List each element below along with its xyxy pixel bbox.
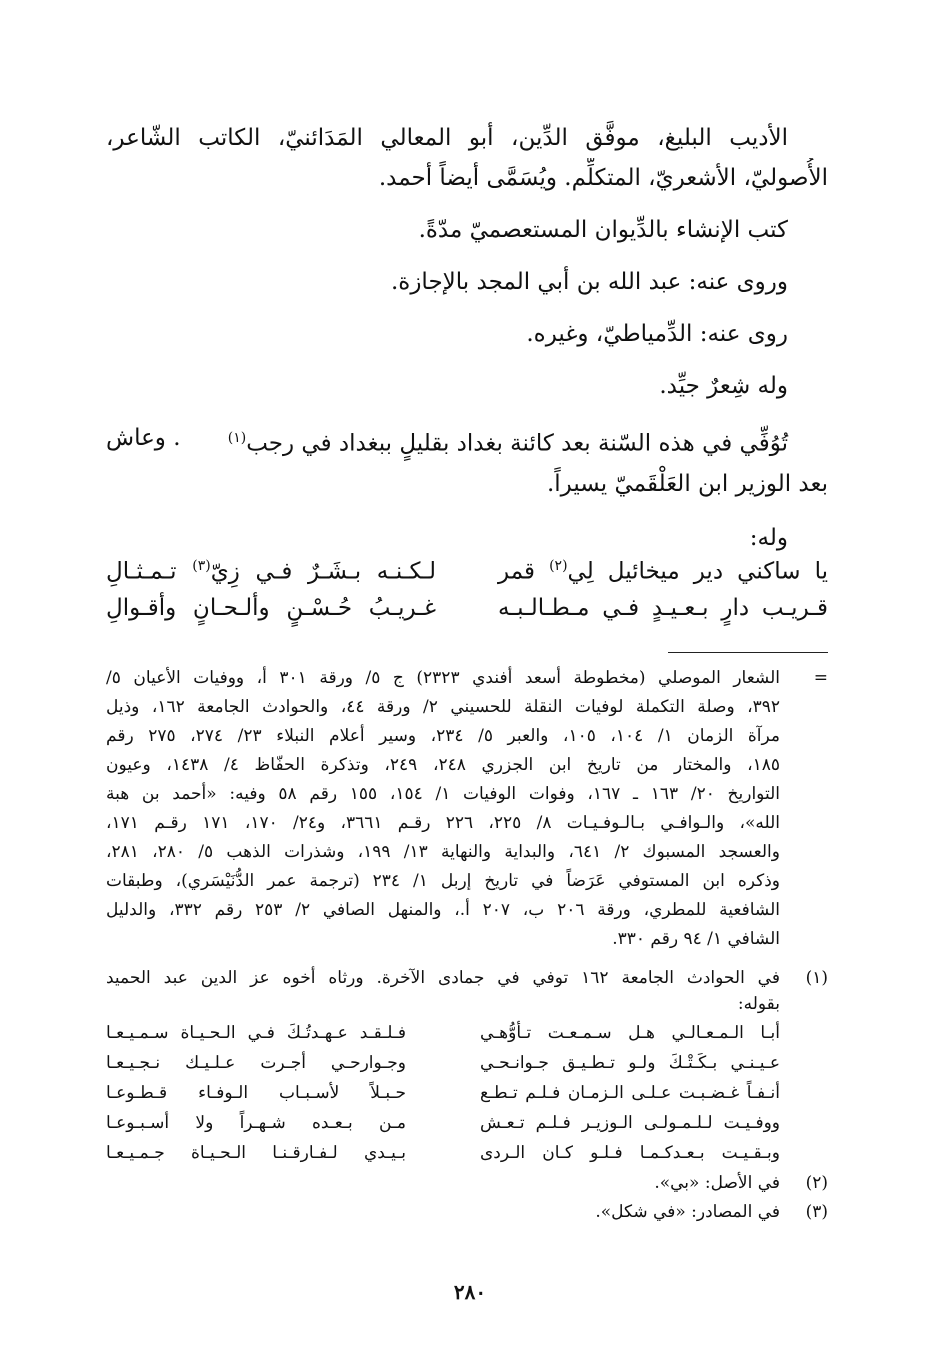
footnote-1-lines <box>106 964 780 1015</box>
footnote-ref-1: (١) <box>227 430 247 446</box>
fn-cont-line-9: الشافعية للمطري، ورقة ٢٠٦ ب، ٢٠٧ أ.، والمنهل الصافي ٢/ ٢٥٣ رقم ٣٣٢، والدليل <box>106 900 780 920</box>
text-line-3: كتب الإنشاء بالدِّيوان المستعصميّ مدّةً. <box>418 217 788 243</box>
footnote-2-text: في الأصل: «بي». <box>654 1173 780 1193</box>
footnote-separator <box>668 652 828 653</box>
footnote-3 <box>106 1198 828 1227</box>
text-line-8: بعد الوزير ابن العَلْقَميّ يسيراً. <box>546 470 828 497</box>
fn-cont-line-10: الشافي ١/ ٩٤ رقم ٣٣٠. <box>612 929 780 949</box>
fn-verse-4-second: مـن بـعـده شـهـراً ولا أسـبـوعـا <box>106 1113 406 1133</box>
fn-verse-5 <box>106 1139 828 1169</box>
fn-cont-line-2: ٣٩٢، وصلة التكملة لوفيات النقلة للحسيني ٢/ ورقة ٤٤، والحوادث الجامعة ١٦٢، وذيل <box>106 697 780 717</box>
fn1-line-1: في الحوادث الجامعة ١٦٢ توفي في جمادى الآخرة. ورثاه أخوه عز الدين عبد الحميد <box>106 968 780 988</box>
footnote-continuation <box>106 664 828 954</box>
footnote-2-mark: (٢) <box>805 1173 828 1193</box>
fn1-line-2: بقوله: <box>737 994 780 1014</box>
text-line-6: وله شِعرٌ جيِّد. <box>659 373 788 399</box>
footnote-1 <box>106 964 828 1015</box>
footnote-1-poem <box>106 1019 828 1169</box>
fn-cont-line-6: الله»، والـوافـي بـالـوفـيـات ٨/ ٢٢٥، ٢٢٦ رقـم ٣٦٦١، و٢٤/ ١٧٠، ١٧١ رقـم ١٧١، <box>106 813 780 833</box>
footnote-1-mark: (١) <box>805 968 828 988</box>
footnote-3-text: في المصادر: «في شكل». <box>595 1202 780 1222</box>
text-line-4: وروى عنه: عبد الله بن أبي المجد بالإجازة. <box>390 269 788 295</box>
text-line-7 <box>106 418 828 464</box>
continuation-mark: = <box>813 668 828 688</box>
footnote-ref-2: (٢) <box>549 558 568 574</box>
fn-verse-3-first: أنـفـاً غـضـبـت عـلـى الـزمـان فـلـم تـطـع <box>480 1083 780 1103</box>
fn-cont-line-4: ١٨٥، والمختار من تاريخ ابن الجزري ٢٤٨، ٢٤٩، وتذكرة الحفّاظ ٤/ ١٤٣٨، وعيون <box>106 755 780 775</box>
text-line-7-end: . وعاش <box>106 425 181 451</box>
verse-1-first-hemistich <box>498 546 828 588</box>
footnote-ref-3: (٣) <box>192 558 211 574</box>
fn-verse-4 <box>106 1109 828 1139</box>
text-line-7-main <box>228 418 788 464</box>
fn-cont-line-3: مرآة الزمان ١/ ١٠٤، ١٠٥، والعبر ٥/ ٢٣٤، وسير أعلام النبلاء ٢٣/ ٢٧٤، ٢٧٥ رقم <box>106 726 780 746</box>
fn-verse-5-first: وبـقـيـت بـعـدكـمـا فـلـو كـان الـردى <box>480 1143 780 1163</box>
fn-verse-1-second: فـلـقـد عـهـدتُـكَ فـي الـحـيـاة سـمـيـعـا <box>106 1023 406 1043</box>
verse-1-first-end: قمر <box>498 558 550 585</box>
fn-cont-line-8: وذكره ابن المستوفي عَرَضاً في تاريخ إربل ١/ ٢٣٤ (ترجمة عمر الدُّنَيْسَري)، وطبقات <box>106 871 780 891</box>
text-line-7-text: تُوُفِّي في هذه السّنة بعد كائنة بغداد بقليلٍ ببغداد في رجب <box>246 430 788 457</box>
fn-verse-1-first: أبـا الـمـعـالـي هـل سـمـعـت تـأوُّهـي <box>480 1023 780 1043</box>
fn-cont-line-7: والعسجد المسبوك ٢/ ٦٤١، والبداية والنهاية ١٣/ ١٩٩، وشذرات الذهب ٥/ ٢٨٠، ٢٨١، <box>106 842 780 862</box>
fn-cont-line-5: التواريخ ٢٠/ ١٦٣ ـ ١٦٧، وفوات الوفيات ١/ ١٥٤، ١٥٥ رقم ٥٨ وفيه: «أحمد بن هبة <box>106 784 780 804</box>
verse-1-first-text: يا ساكني دير ميخائيل لِي <box>567 558 828 585</box>
main-text <box>106 118 828 558</box>
page-number: ٢٨٠ <box>453 1280 487 1304</box>
continuation-lines <box>106 664 780 954</box>
verse-1-second-text: لـكـنـه بـشَـرٌ فـي زِيّ <box>210 558 437 585</box>
verse-1-second-end: تـمـثـالِ <box>106 558 193 585</box>
fn-verse-2-second: وجـوارحـي أجـرت عـلـيـك نـجـيـعـا <box>106 1053 406 1073</box>
fn-verse-3-second: حـبـلاً لأسـبـاب الـوفـاء قـطـوعـا <box>106 1083 406 1103</box>
text-line-2: الأُصوليّ، الأشعريّ، المتكلِّم. ويُسَمَّى أيضاً أحمد. <box>378 165 828 191</box>
fn-cont-line-1: الشعار الموصلي (مخطوطة أسعد أفندي ٢٣٢٣) ج ٥/ ورقة ٣٠١ أ، ووفيات الأعيان ٥/ <box>106 668 780 688</box>
fn-verse-1 <box>106 1019 828 1049</box>
footnote-2 <box>106 1169 828 1198</box>
verse-2 <box>106 588 828 630</box>
text-line-9: وله: <box>749 524 788 551</box>
footnote-3-mark: (٣) <box>805 1202 828 1222</box>
fn-verse-2 <box>106 1049 828 1079</box>
footnotes <box>106 664 828 1227</box>
text-line-1: الأديب البليغ، موفَّق الدِّين، أبو المعالي المَدَائنيّ، الكاتب الشّاعر، <box>106 125 788 151</box>
verse-2-second-hemistich: غـريـبُ حُـسْـنٍ وألـحـانٍ وأقـوالِ <box>106 595 436 621</box>
fn-verse-2-first: عـيـنـي بـكَـتْـكَ ولـو تـطـيـق جـوانـحـي <box>480 1053 780 1073</box>
verse-1-second-hemistich <box>106 546 436 588</box>
text-line-5: روى عنه: الدِّمياطيّ، وغيره. <box>526 321 788 347</box>
poem <box>106 546 828 630</box>
fn-verse-3 <box>106 1079 828 1109</box>
fn-verse-5-second: بـيـدي لـفـارقـنـا الـحـيـاة جـمـيـعـا <box>106 1143 406 1163</box>
verse-2-first-hemistich: قـريـب دارٍ بـعـيـدٍ فـي مـطـالـبـه <box>498 595 828 621</box>
verse-1 <box>106 546 828 588</box>
fn-verse-4-first: ووفـيـت لـلـمـولـى الـوزيـر فـلـم تـعـش <box>480 1113 780 1133</box>
